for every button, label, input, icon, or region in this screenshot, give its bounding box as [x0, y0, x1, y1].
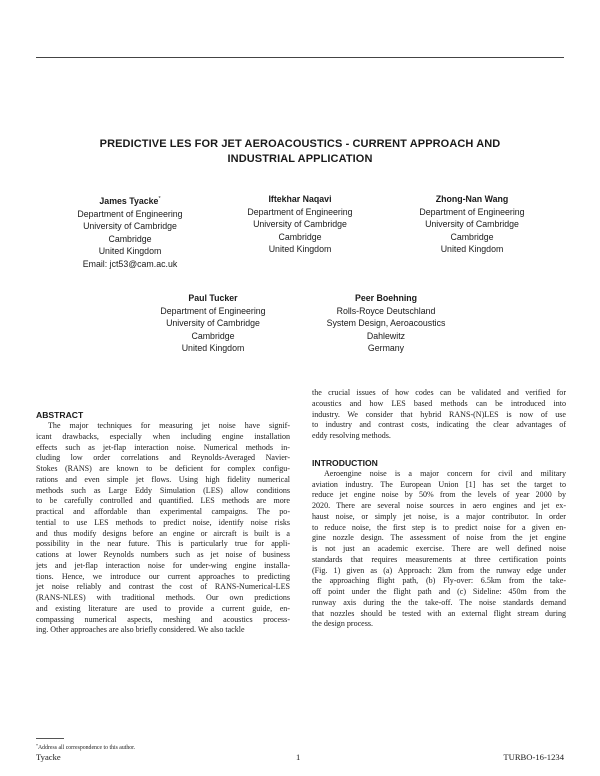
affiliation-line: Department of Engineering	[77, 208, 183, 219]
affiliation-line: Germany	[367, 343, 405, 354]
text-line: to reduce noise, the first step is to predict noise for a given en-	[312, 522, 566, 532]
author-block	[392, 193, 552, 256]
text-line: acoustics and how LES based methods can be introduced into	[312, 398, 566, 408]
affiliation-line: Department of Engineering	[419, 206, 525, 217]
text-line: jet noise reliably and contrast the cost of RANS-Numerical-LES	[36, 582, 290, 592]
right-column	[312, 388, 566, 630]
text-line: The major techniques for measuring jet noise have signif-	[48, 421, 290, 430]
text-line: effects such as jet-flap interaction noise. Numerical methods in-	[36, 442, 290, 452]
text-line: standards that requires measurements at three certification points	[312, 554, 566, 564]
title-line-2: INDUSTRIAL APPLICATION	[227, 153, 373, 165]
introduction-heading: INTRODUCTION	[312, 457, 378, 468]
abstract-heading: ABSTRACT	[36, 410, 84, 420]
page-number: 1	[296, 752, 301, 762]
text-line: the design process.	[312, 619, 374, 629]
text-line: that nozzles should be tested with an external flight stream during	[312, 608, 566, 618]
abstract-continuation	[312, 388, 566, 442]
abstract-column	[36, 410, 290, 636]
author-name: Iftekhar Naqavi	[268, 194, 332, 204]
text-line: cluding low order correlations and Reynolds-Averaged Navier-	[36, 453, 290, 463]
text-line: rations and even simple jet flows. Using high fidelity numerical	[36, 474, 290, 484]
text-line: the crucial issues of how codes can be validated and verified for	[312, 388, 566, 397]
affiliation-line: Cambridge	[108, 233, 152, 244]
affiliation-line: University of Cambridge	[253, 219, 347, 230]
footnote-rule	[36, 738, 64, 739]
text-line: tential to use LES methods to predict noise, identify noise risks	[36, 517, 290, 527]
affiliation-line: Department of Engineering	[160, 305, 266, 316]
text-line: icant drawbacks, especially when including engine installation	[36, 431, 290, 441]
title-line-1: PREDICTIVE LES FOR JET AEROACOUSTICS - CURRENT APPROACH AND	[99, 138, 501, 150]
text-line: ing. Other approaches are also briefly considered. We also tackle	[36, 625, 245, 635]
affiliation-line: United Kingdom	[440, 244, 504, 255]
text-line: off point under the flight path and (c) Sideline: 450m from the	[312, 587, 566, 596]
text-line: runway axis during the the take-off. The noise standards demand	[312, 597, 566, 607]
affiliation-line: Cambridge	[278, 231, 322, 242]
author-name: James Tyacke*	[99, 196, 161, 206]
text-line: haust noise, or simply jet noise, is a major contributor. In order	[312, 511, 566, 521]
text-line: the approaching flight path, (b) Fly-over: 6.5km from the take-	[312, 576, 566, 586]
text-line: compassing numerical aspects, meshing and acoustics process-	[36, 614, 290, 624]
text-line: Aeroengine noise is a major concern for civil and military	[324, 468, 566, 478]
header-rule	[36, 57, 564, 58]
affiliation-line: University of Cambridge	[166, 318, 260, 329]
author-name: Paul Tucker	[188, 293, 238, 303]
paper-title	[36, 137, 564, 167]
text-line: reduce jet engine noise by 50% from the levels of year 2000 by	[312, 490, 566, 500]
author-block	[306, 292, 466, 355]
text-line: methods such as Large Eddy Simulation (LES) allow conditions	[36, 485, 290, 495]
affiliation-line: United Kingdom	[98, 246, 162, 257]
affiliation-line: Cambridge	[191, 330, 235, 341]
text-line: jets and jet-flap interaction noise for under-wing engine installa-	[36, 560, 290, 570]
text-line: is not just an academic exercise. There are well defined noise	[312, 544, 566, 553]
text-line: 2020. There are several noise sources in aero engines and jet ex-	[312, 501, 566, 510]
text-line: and thus modify designs before an engine or aircraft is built is a	[36, 528, 290, 538]
author-email[interactable]: Email: jct53@cam.ac.uk	[82, 258, 178, 269]
text-line: aviation industry. The European Union [1] has set the target to	[312, 479, 566, 489]
author-block	[50, 193, 210, 271]
text-line: to industry and contrast costs, indicating the clear advantages of	[312, 420, 566, 430]
affiliation-line: University of Cambridge	[425, 219, 519, 230]
text-line: (Fig. 1) given as (a) Approach: 2km from the runway edge under	[312, 565, 566, 575]
text-line: (RANS-NLES) with traditional methods. Our own predictions	[36, 593, 290, 602]
footnote-marker: *	[158, 196, 161, 202]
text-line: cations at lower Reynolds numbers such as jet noise of business	[36, 550, 290, 559]
footer-author: Tyacke	[36, 752, 61, 762]
footnote-text: Address all correspondence to this author.	[38, 745, 136, 751]
introduction-body	[312, 469, 566, 630]
text-line: eddy resolving methods.	[312, 431, 391, 440]
affiliation-line: Rolls-Royce Deutschland	[336, 305, 436, 316]
affiliation-line: System Design, Aeroacoustics	[326, 318, 446, 329]
footnote	[36, 742, 135, 752]
text-line: Stokes (RANS) are known to be deficient for complex configu-	[36, 464, 290, 473]
paper-id: TURBO-16-1234	[503, 752, 564, 762]
text-line: industry. We consider that hybrid RANS-(N)LES is now of use	[312, 409, 566, 419]
text-line: and existing literature are used to provide a current guide, en-	[36, 603, 290, 613]
author-name: Peer Boehning	[354, 293, 418, 303]
author-block	[220, 193, 380, 256]
text-line: gine nozzle design. The assessment of noise from the jet engine	[312, 533, 566, 543]
text-line: to be carefully controlled and quantified. LES methods are more	[36, 496, 290, 506]
affiliation-line: Department of Engineering	[247, 206, 353, 217]
text-line: tions. Hence, we introduce our current approaches to predicting	[36, 571, 290, 581]
affiliation-line: Cambridge	[450, 231, 494, 242]
author-name: Zhong-Nan Wang	[435, 194, 509, 204]
author-block	[133, 292, 293, 355]
footnote-marker: *	[36, 743, 38, 748]
affiliation-line: Dahlewitz	[366, 330, 406, 341]
affiliation-line: University of Cambridge	[83, 221, 177, 232]
text-line: possibility in the near future. This is particularly true for appli-	[36, 539, 290, 549]
affiliation-line: United Kingdom	[181, 343, 245, 354]
affiliation-line: United Kingdom	[268, 244, 332, 255]
abstract-body	[36, 421, 290, 636]
text-line: practical and affordable than experimental campaigns. The po-	[36, 507, 290, 516]
